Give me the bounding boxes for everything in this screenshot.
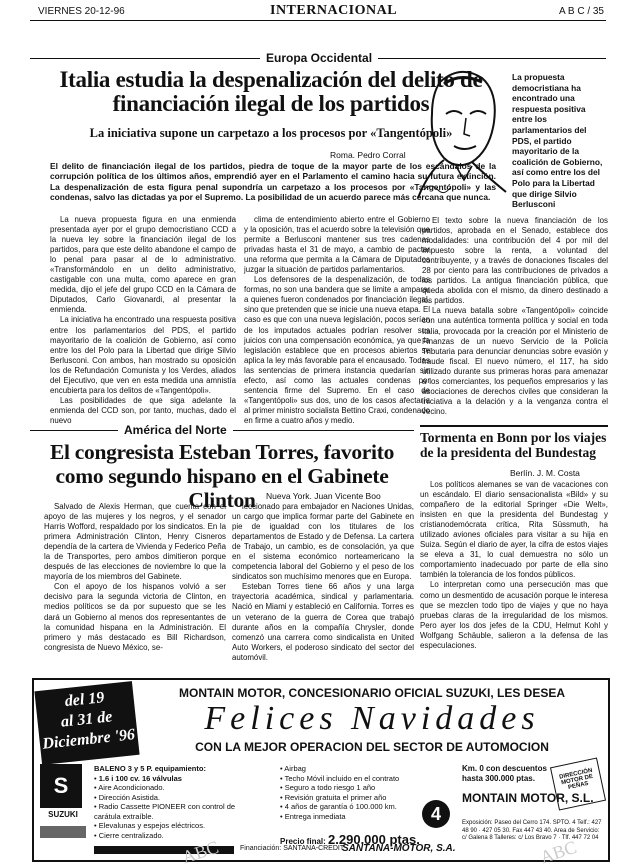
headline-torres: El congresista Esteban Torres, favorito como segundo hispano en el Gabinete Clinton <box>49 440 395 512</box>
page-number: A B C / 35 <box>558 6 604 17</box>
band-america: América del Norte <box>118 423 233 437</box>
byline-torres: Nueva York. Juan Vicente Boo <box>266 491 381 501</box>
byline-italia: Roma. Pedro Corral <box>330 150 406 160</box>
paragraph: Los políticos alemanes se van de vacaciones con un escándalo. El diario sensacionalista «Bild» y su compañero de la editorial Springer «Die Welt», insisten en que la presidenta del Bundestag y cristianodemócrata crítica, Rita Süssmuth, ha utilizado aviones oficiales para visitar a su hija en Suiza. Según el diario de ayer, la cifra de estos viajes se eleva a 31, lo cual demuestra no sólo un comportamiento inadecuado por parte de ella sino también la tolerancia de los fondos públicos. <box>420 480 608 580</box>
paragraph: El texto sobre la nueva financiación de los partidos, aprobada en el Senado, establece dos modalidades: una contribución del 4 por mil del Impuesto sobre la renta, a voluntad del contribuyente, y a través de donaciones fiscales del 28 por ciento para las contribuciones de privados a los partidos. La antigua financiación pública, que queda abolida con el mismo, da dinero destinado a los partidos. <box>422 216 608 306</box>
paragraph: Salvado de Alexis Herman, que cuenta con el apoyo de las mujeres y los negros, y el senador Harris Wofford, respaldado por los sindicatos. En la primera Administración Clinton, Henry Cisneros dependía de la cartera de Vivienda y Federico Peña la de Transportes, pero ambos dimitieron porque después de las elecciones de noviembre lo que la mayoría de los miembros del Gabinete. <box>44 502 226 582</box>
feature-text: 1.6 i 100 cv. 16 válvulas <box>98 773 182 783</box>
column-bonn <box>420 480 608 672</box>
ad-bottom-line: CON LA MEJOR OPERACION DEL SECTOR DE AUTOMOCION <box>195 740 549 754</box>
dealer-name: MONTAIN MOTOR, S.L. <box>462 791 594 805</box>
feature-text: Seguro a todo riesgo 1 año <box>284 783 376 792</box>
feature-text: Radio Cassette PIONEER con control de carátula extraíble. <box>94 802 236 821</box>
paragraph: Con el apoyo de los hispanos volvió a ser decisivo para la segunda victoria de Clinton, en medios políticos se da por supuesto que se les dará un Gobierno al menos dos representantes de la comunidad hispana en la Administración. El primero y más destacado es Bill Richardson, congresista de Nuevo México, se- <box>44 582 226 652</box>
badge-line: al 31 de <box>60 708 114 731</box>
photo-caption: La propuesta democristiana ha encontrado una respuesta positiva entre los parlamentarios del PDS, el partido mayoritario de la coalición de Gobierno, así como entre los del Polo para la Libertad que dirige Silvio Berlusconi <box>512 72 603 210</box>
feature-text: Entrega inmediata <box>284 811 346 821</box>
watermark: ABC <box>537 836 580 868</box>
watermark: ABC <box>179 836 222 868</box>
feature-item: • Techo Móvil incluido en el contrato <box>280 773 400 783</box>
paragraph: leccionado para embajador en Naciones Unidas, un cargo que implica formar parte del Gabinete en pie de igualdad con los titulares de los departamentos de Estado y de Defensa. La cartera de Trabajo, un cambio, es de consolación, ya que en el sistema económico norteamericano la competencia laboral del Gobierno y el peso de los sindicatos son muchísimo menores que en Europa. <box>232 502 414 582</box>
discount-text: Km. 0 con descuentos hasta 300.000 ptas. <box>462 764 547 783</box>
column-torres-1 <box>44 502 226 672</box>
brand-name: SUZUKI <box>48 810 78 819</box>
headline-italia: Italia estudia la despenalización del delito de financiación ilegal de los partidos <box>59 67 483 116</box>
paragraph: Lo interpretan como una persecución mas que como un desmentido de acusación porque le interesa que se mezclen todo tipo de viajes y que no haya pruebas claras de la irregularidad de los mismos. Pero ayer los dos jefes de la CDU, Helmut Kohl y Wolfgang Schäuble, salieron a la defensa de las especulaciones. <box>420 580 608 650</box>
badge-line: del 19 <box>63 689 106 711</box>
feature-item: • Dirección Asistida. <box>94 792 160 802</box>
feature-text: 4 años de garantía ó 100.000 km. <box>284 802 397 811</box>
paragraph: Las posibilidades de que siga adelante la enmienda del CCD son, por tanto, muchas, dado el nuevo <box>50 395 236 425</box>
dealer-stamp: DIRECCIÓN MOTOR DE PEÑAS <box>550 757 606 810</box>
header-rule <box>30 20 606 21</box>
features-left <box>94 764 244 840</box>
bonn-rule <box>420 425 608 427</box>
feature-item: • Seguro a todo riesgo 1 año <box>280 783 376 792</box>
paragraph: clima de entendimiento abierto entre el Gobierno y la oposición, tras el acuerdo sobre la televisión que permite a Berlusconi mantener sus tres cadenas privadas hasta el 31 de mayo, a cambio de pactar una reforma que permita a la Cámara de Diputados juzgar la situación de partidos parlamentarios. <box>244 215 430 275</box>
suzuki-advertisement <box>32 678 610 862</box>
band-europa: Europa Occidental <box>260 51 378 65</box>
feature-item: • Elevalunas y espejos eléctricos. <box>94 821 206 830</box>
feature-text: Elevalunas y espejos eléctricos. <box>98 821 206 830</box>
price-value: 2.290.000 ptas. <box>328 832 420 847</box>
paragraph: La nueva batalla sobre «Tangentópoli» coincide con una auténtica tormenta política y social en toda Italia, provocada por la creación por el Ministerio de Finanzas de un nuevo Servicio de la Policía Tributaria para denunciar denuncias sobre evasión y fraude fiscal. El nuevo número, el 117, ha sido utilizado durante sus primeras horas para amenazar a los comerciantes, los pequeños empresarios y las asociaciones de derechos civiles que consideran la iniciativa a la delación y a la venganza contra el vecino. <box>422 306 608 416</box>
column-italia-1 <box>50 215 236 425</box>
ad-big-line: Felices Navidades <box>204 700 540 737</box>
car-illustration <box>40 826 86 838</box>
feature-item: • Entrega inmediata <box>280 811 346 821</box>
warranty-years-badge: 4 <box>422 800 450 828</box>
date-badge <box>34 681 139 765</box>
ad-top-line: MONTAIN MOTOR, CONCESIONARIO OFICIAL SUZUKI, LES DESEA <box>178 686 565 700</box>
subhead-italia: La iniciativa supone un carpetazo a los procesos por «Tangentópoli» <box>89 126 453 140</box>
column-torres-2 <box>232 502 414 672</box>
badge-line: Diciembre '96 <box>41 726 136 753</box>
suzuki-logo-icon: S <box>40 764 82 808</box>
footer-brand: SANTANA-MOTOR, S.A. <box>342 843 456 854</box>
financing-text: Financiación: SANTANA-CREDIT <box>240 845 345 852</box>
paragraph: Esteban Torres tiene 66 años y una larga trayectoria académica, sindical y parlamentaria. Nació en Miami y estableció en California. Torres es un veterano de la guerra de Corea que trabajó durante años en la compañía Chrysler, donde comenzó una carrera como sindicalista en United Auto Workers, el poderoso sindicato del sector del automóvil. <box>232 582 414 662</box>
model-line: BALENO 3 y 5 P. equipamiento: <box>94 764 206 773</box>
headline-bonn: Tormenta en Bonn por los viajes de la presidenta del Bundestag <box>420 430 607 460</box>
feature-text: Techo Móvil incluido en el contrato <box>284 773 400 783</box>
column-italia-3 <box>422 216 608 421</box>
feature-text: Cierre centralizado. <box>98 830 164 840</box>
feature-item: • 4 años de garantía ó 100.000 km. <box>280 802 397 811</box>
features-right <box>280 764 430 821</box>
column-italia-2 <box>244 215 431 425</box>
feature-item: • Cierre centralizado. <box>94 830 164 840</box>
feature-text: Airbag <box>284 764 306 773</box>
feature-item: • Radio Cassette PIONEER con control de carátula extraíble. <box>94 802 236 821</box>
feature-text: Aire Acondicionado. <box>98 783 165 792</box>
byline-bonn: Berlín. J. M. Costa <box>510 468 580 478</box>
feature-item: • Airbag <box>280 764 306 773</box>
lead-italia: El delito de financiación ilegal de los partidos, piedra de toque de la mayor parte de los escándalos de la corrupción política de los últimos años, emprendió ayer en el Parlamento el camino hacia su futura extinción. La despenalización de esta figura penal supondría un carpetazo a los procesos por «Tangentópoli» y las condenas, salvo las dictadas ya por el Supremo. La posibilidad de un acuerdo parece más cercana que nunca. <box>50 161 496 203</box>
paragraph: La nueva propuesta figura en una enmienda presentada ayer por el grupo democristiano CCD a la nueva ley sobre la financiación ilegal de los partidos, para que este delito abandone el campo de lo penal para pasar al de lo administrativo. «Transformándolo en un delito administrativo, castigable con una multa, como aparece en gran medida, dijo el jefe del grupo CCD en la Cámara de Diputados, Carlo Giovanardi, al presentar la enmienda. <box>50 215 236 315</box>
paragraph: Los defensores de la despenalización, de todas formas, no son una bandera que se limite a amparar a quienes fueron condenados por financiación ilegal, sino que pretenden que se inicie una nueva etapa. El caso es que con una nueva legislación, pocos serían de los imputados actuales podrían resolver sus juicios con una compensación económica, ya que la legislación establece que en procesos abiertos se aplica la ley más favorable para el encausado. Todas las sentencias de primera instancia quedarían sin efecto, así como las actuales condenas por sentencia firme del Supremo. En el caso de «Tangentópoli» sus dos, uno de los casos afectaría al primer ministro socialista Bettino Craxi, condenado en firme a cuatro años y medio. <box>244 275 431 425</box>
feature-item: • 1.6 i 100 cv. 16 válvulas <box>94 773 182 783</box>
feature-item: • Aire Acondicionado. <box>94 783 165 792</box>
price-label: Precio final: <box>280 837 326 846</box>
section-title: INTERNACIONAL <box>270 3 398 18</box>
paragraph: La iniciativa ha encontrado una respuesta positiva entre los parlamentarios del PDS, el partido mayoritario de la coalición de Gobierno, así como entre los del Polo para la Libertad que dirige Silvio Berlusconi. Con ambos, han mostrado su oposición los de Refundación Comunista y los Verdes, aliados del Ejecutivo, que ven en esta medida una amnistía encubierta para los delitos de «Tangentópoli». <box>50 315 236 395</box>
dealer-address: Exposición: Paseo del Cerro 174. SPTO. 4 Telf.: 427 48 90 · 427 05 30. Fax 447 43 40. Area de Servicio: c/ Galena 8 Talleres: c/ Los Bravo 7 · Tlf. 447 72 04 <box>462 820 602 841</box>
page-date: VIERNES 20-12-96 <box>38 6 125 17</box>
feature-text: Revisión gratuita el primer año <box>284 792 387 802</box>
portrait-illustration <box>410 62 510 202</box>
feature-item: • Revisión gratuita el primer año <box>280 792 387 802</box>
feature-text: Dirección Asistida. <box>98 792 160 802</box>
